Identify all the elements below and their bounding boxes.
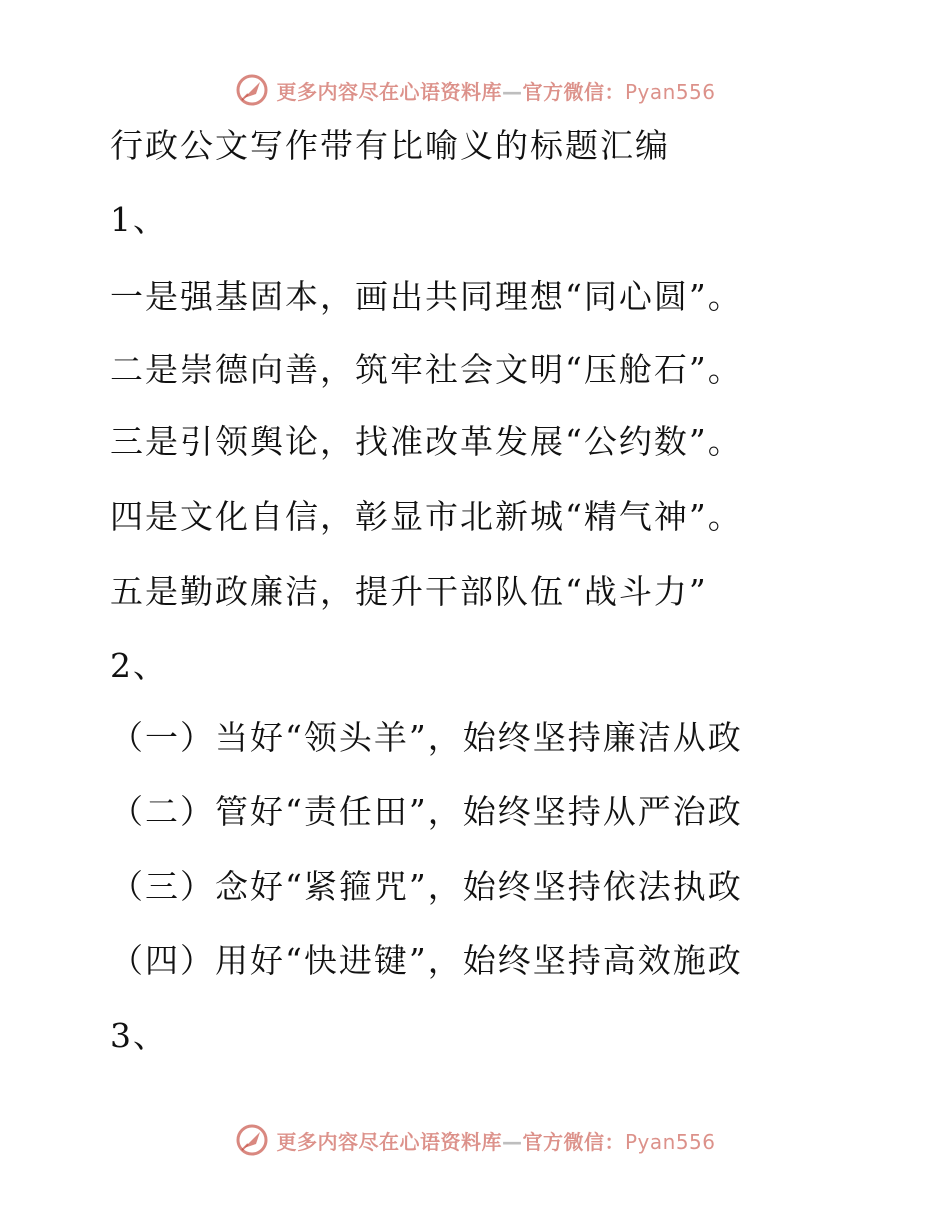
feather-pen-icon bbox=[234, 1122, 270, 1158]
document-title: 行政公文写作带有比喻义的标题汇编 bbox=[110, 126, 670, 165]
footer-watermark bbox=[0, 1120, 950, 1160]
watermark-separator: — bbox=[501, 1129, 523, 1154]
watermark-separator: — bbox=[501, 79, 523, 104]
section-number-3: 3、 bbox=[110, 1016, 168, 1055]
watermark-official: 官方微信： bbox=[522, 1129, 625, 1154]
section-1-line-3: 三是引领舆论，找准改革发展“公约数”。 bbox=[110, 422, 743, 461]
section-1-line-4: 四是文化自信，彰显市北新城“精气神”。 bbox=[110, 497, 743, 536]
section-number-1: 1、 bbox=[110, 200, 168, 239]
watermark-id: Pyan556 bbox=[624, 79, 716, 104]
section-number-2: 2、 bbox=[110, 646, 168, 685]
section-1-line-1: 一是强基固本，画出共同理想“同心圆”。 bbox=[110, 277, 743, 316]
section-2-line-4: （四）用好“快进键”，始终坚持高效施政 bbox=[110, 941, 743, 980]
section-2-line-2: （二）管好“责任田”，始终坚持从严治政 bbox=[110, 792, 743, 831]
section-2-line-1: （一）当好“领头羊”，始终坚持廉洁从政 bbox=[110, 718, 743, 757]
feather-pen-icon bbox=[234, 72, 270, 108]
watermark-text bbox=[276, 1126, 715, 1155]
watermark-main: 更多内容尽在心语资料库 bbox=[276, 79, 502, 104]
watermark-official: 官方微信： bbox=[522, 79, 625, 104]
watermark-id: Pyan556 bbox=[624, 1129, 716, 1154]
section-2-line-3: （三）念好“紧箍咒”，始终坚持依法执政 bbox=[110, 867, 743, 906]
watermark-text bbox=[276, 76, 715, 105]
section-1-line-5: 五是勤政廉洁，提升干部队伍“战斗力” bbox=[110, 572, 708, 611]
header-watermark bbox=[0, 70, 950, 110]
watermark-main: 更多内容尽在心语资料库 bbox=[276, 1129, 502, 1154]
section-1-line-2: 二是崇德向善，筑牢社会文明“压舱石”。 bbox=[110, 350, 743, 389]
